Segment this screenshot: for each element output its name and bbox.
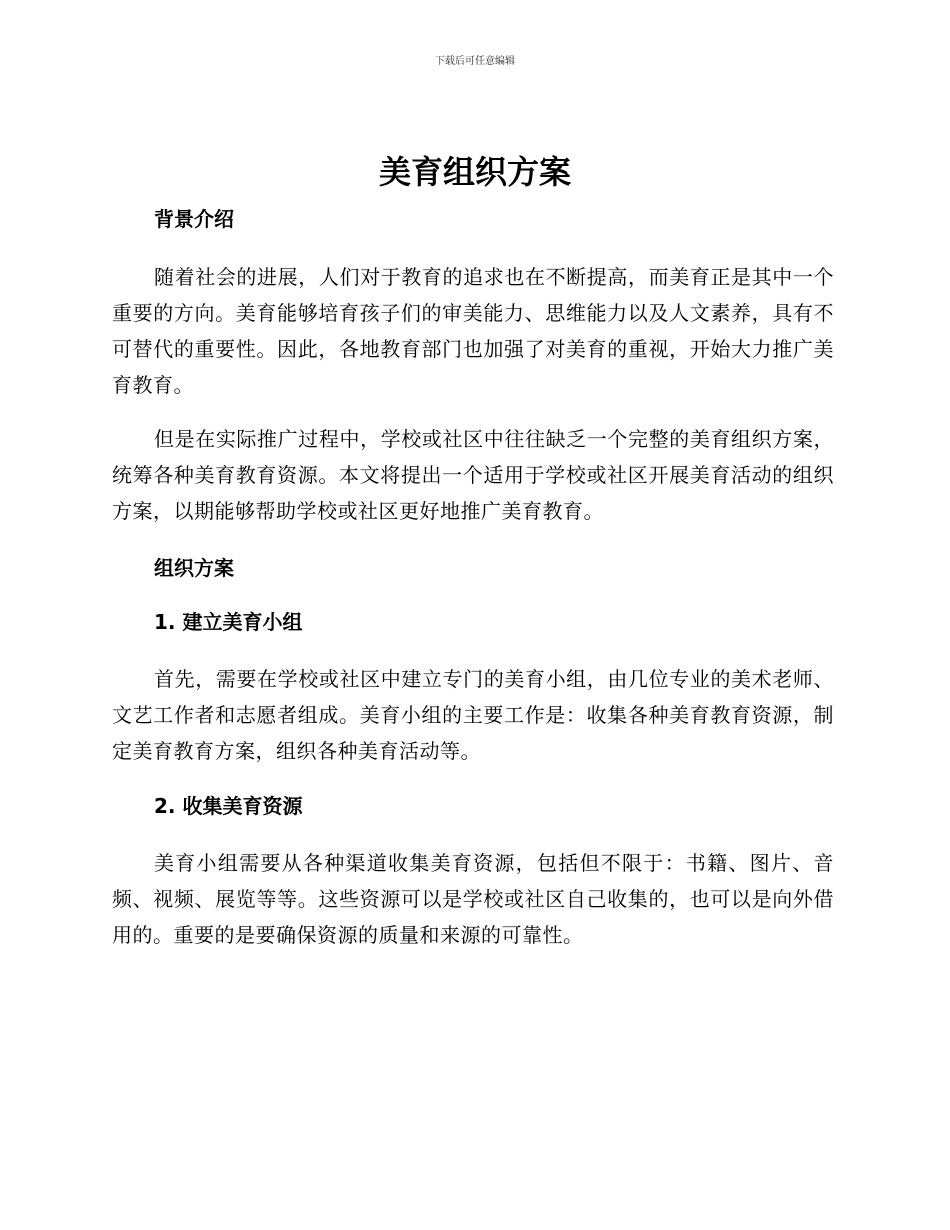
paragraph-background-1: 随着社会的进展，人们对于教育的追求也在不断提高，而美育正是其中一个重要的方向。美育能够培育孩子们的审美能力、思维能力以及人文素养，具有不可替代的重要性。因此，各地教育部门也加强了对美育的重视，开始大力推广美育教育。 xyxy=(112,265,834,397)
section-heading-plan: 组织方案 xyxy=(154,556,234,580)
paragraph-background-2: 但是在实际推广过程中，学校或社区中往往缺乏一个完整的美育组织方案，统筹各种美育教育资源。本文将提出一个适用于学校或社区开展美育活动的组织方案，以期能够帮助学校或社区更好地推广美育教育。 xyxy=(112,427,834,523)
subsection-heading-step-1: 1. 建立美育小组 xyxy=(154,610,303,634)
paragraph-step-2: 美育小组需要从各种渠道收集美育资源，包括但不限于：书籍、图片、音频、视频、展览等等。这些资源可以是学校或社区自己收集的，也可以是向外借用的。重要的是要确保资源的质量和来源的可靠性。 xyxy=(112,851,834,947)
header-note: 下载后可任意编辑 xyxy=(435,56,515,67)
document-title: 美育组织方案 xyxy=(378,153,571,191)
subsection-heading-step-2: 2. 收集美育资源 xyxy=(154,794,303,818)
paragraph-step-1: 首先，需要在学校或社区中建立专门的美育小组，由几位专业的美术老师、文艺工作者和志愿者组成。美育小组的主要工作是：收集各种美育教育资源，制定美育教育方案，组织各种美育活动等。 xyxy=(112,667,834,763)
section-heading-background: 背景介绍 xyxy=(154,207,234,231)
document-body xyxy=(112,202,834,953)
